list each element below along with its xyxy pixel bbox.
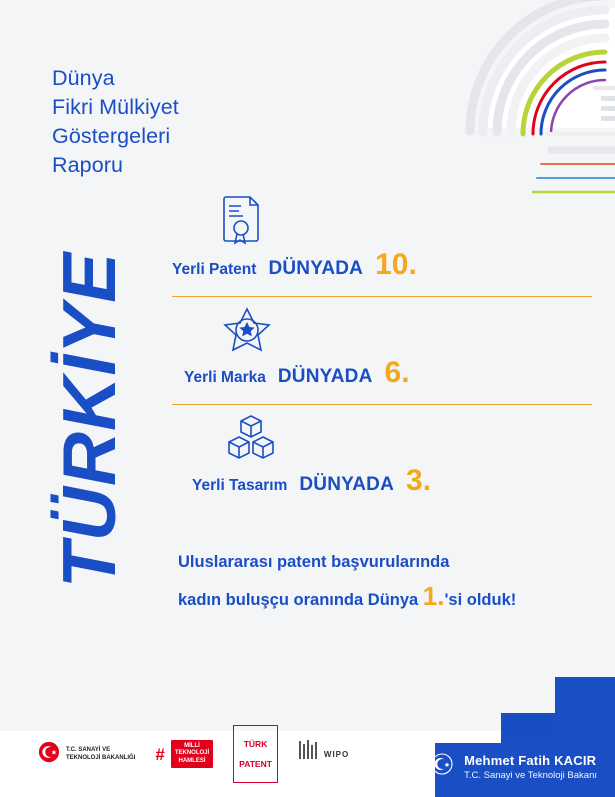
ministry-logo xyxy=(38,741,135,768)
wipo-logo-text: WIPO xyxy=(323,749,350,759)
ranking-world-design: DÜNYADA xyxy=(299,474,395,495)
turkpatent-logo xyxy=(233,725,278,783)
ranking-text-trademark xyxy=(172,358,410,388)
footnote-statement xyxy=(178,545,598,617)
report-title: Dünya Fikri Mülkiyet Göstergeleri Raporu xyxy=(52,66,179,177)
ranking-value-design: 3. xyxy=(406,464,432,497)
trademark-star-icon xyxy=(216,303,278,357)
footnote-line-1: Uluslararası patent başvurularında xyxy=(178,553,450,571)
ranking-row-patent xyxy=(172,188,592,296)
design-cubes-icon xyxy=(220,411,282,465)
minister-role: T.C. Sanayi ve Teknoloji Bakanı xyxy=(464,769,597,781)
footnote-line-2-after: 'si olduk! xyxy=(444,591,517,609)
footnote-rank: 1. xyxy=(422,581,445,611)
turkpatent-logo-bottom: PATENT xyxy=(239,759,272,769)
ranking-label-design: Yerli Tasarım xyxy=(192,477,288,494)
wipo-logo xyxy=(298,739,349,770)
ranking-label-trademark: Yerli Marka xyxy=(184,369,266,386)
ranking-text-patent xyxy=(172,250,417,280)
minister-name: Mehmet Fatih KACIR xyxy=(464,752,597,768)
milli-teknoloji-badge: MİLLİ TEKNOLOJİ HAMLESİ xyxy=(171,740,213,769)
ranking-value-patent: 10. xyxy=(375,248,417,281)
ranking-label-patent: Yerli Patent xyxy=(172,261,257,278)
ranking-row-trademark xyxy=(172,296,592,404)
ranking-world-patent: DÜNYADA xyxy=(268,258,364,279)
minister-credit xyxy=(430,752,597,781)
wipo-mark-icon xyxy=(298,739,318,770)
ministry-logo-text: T.C. SANAYİ VE TEKNOLOJİ BAKANLIĞI xyxy=(66,747,136,761)
footnote-line-2 xyxy=(178,579,598,617)
ranking-value-trademark: 6. xyxy=(384,356,410,389)
milli-teknoloji-logo xyxy=(155,740,213,769)
ranking-row-design xyxy=(172,404,592,512)
patent-certificate-icon xyxy=(210,194,272,248)
rankings-list xyxy=(172,188,592,512)
country-word: TÜRKİYE xyxy=(47,251,131,589)
country-word-container xyxy=(14,210,164,630)
hashtag-icon: # xyxy=(155,744,165,764)
ranking-world-trademark: DÜNYADA xyxy=(277,366,373,387)
ranking-text-design xyxy=(172,466,431,496)
footnote-line-2-before: kadın buluşçu oranında Dünya xyxy=(178,591,419,609)
ministry-logo-icon xyxy=(38,741,60,768)
ministry-emblem-icon xyxy=(430,752,454,781)
turkpatent-logo-top: TÜRK xyxy=(243,739,268,749)
footer-logos xyxy=(38,725,349,783)
